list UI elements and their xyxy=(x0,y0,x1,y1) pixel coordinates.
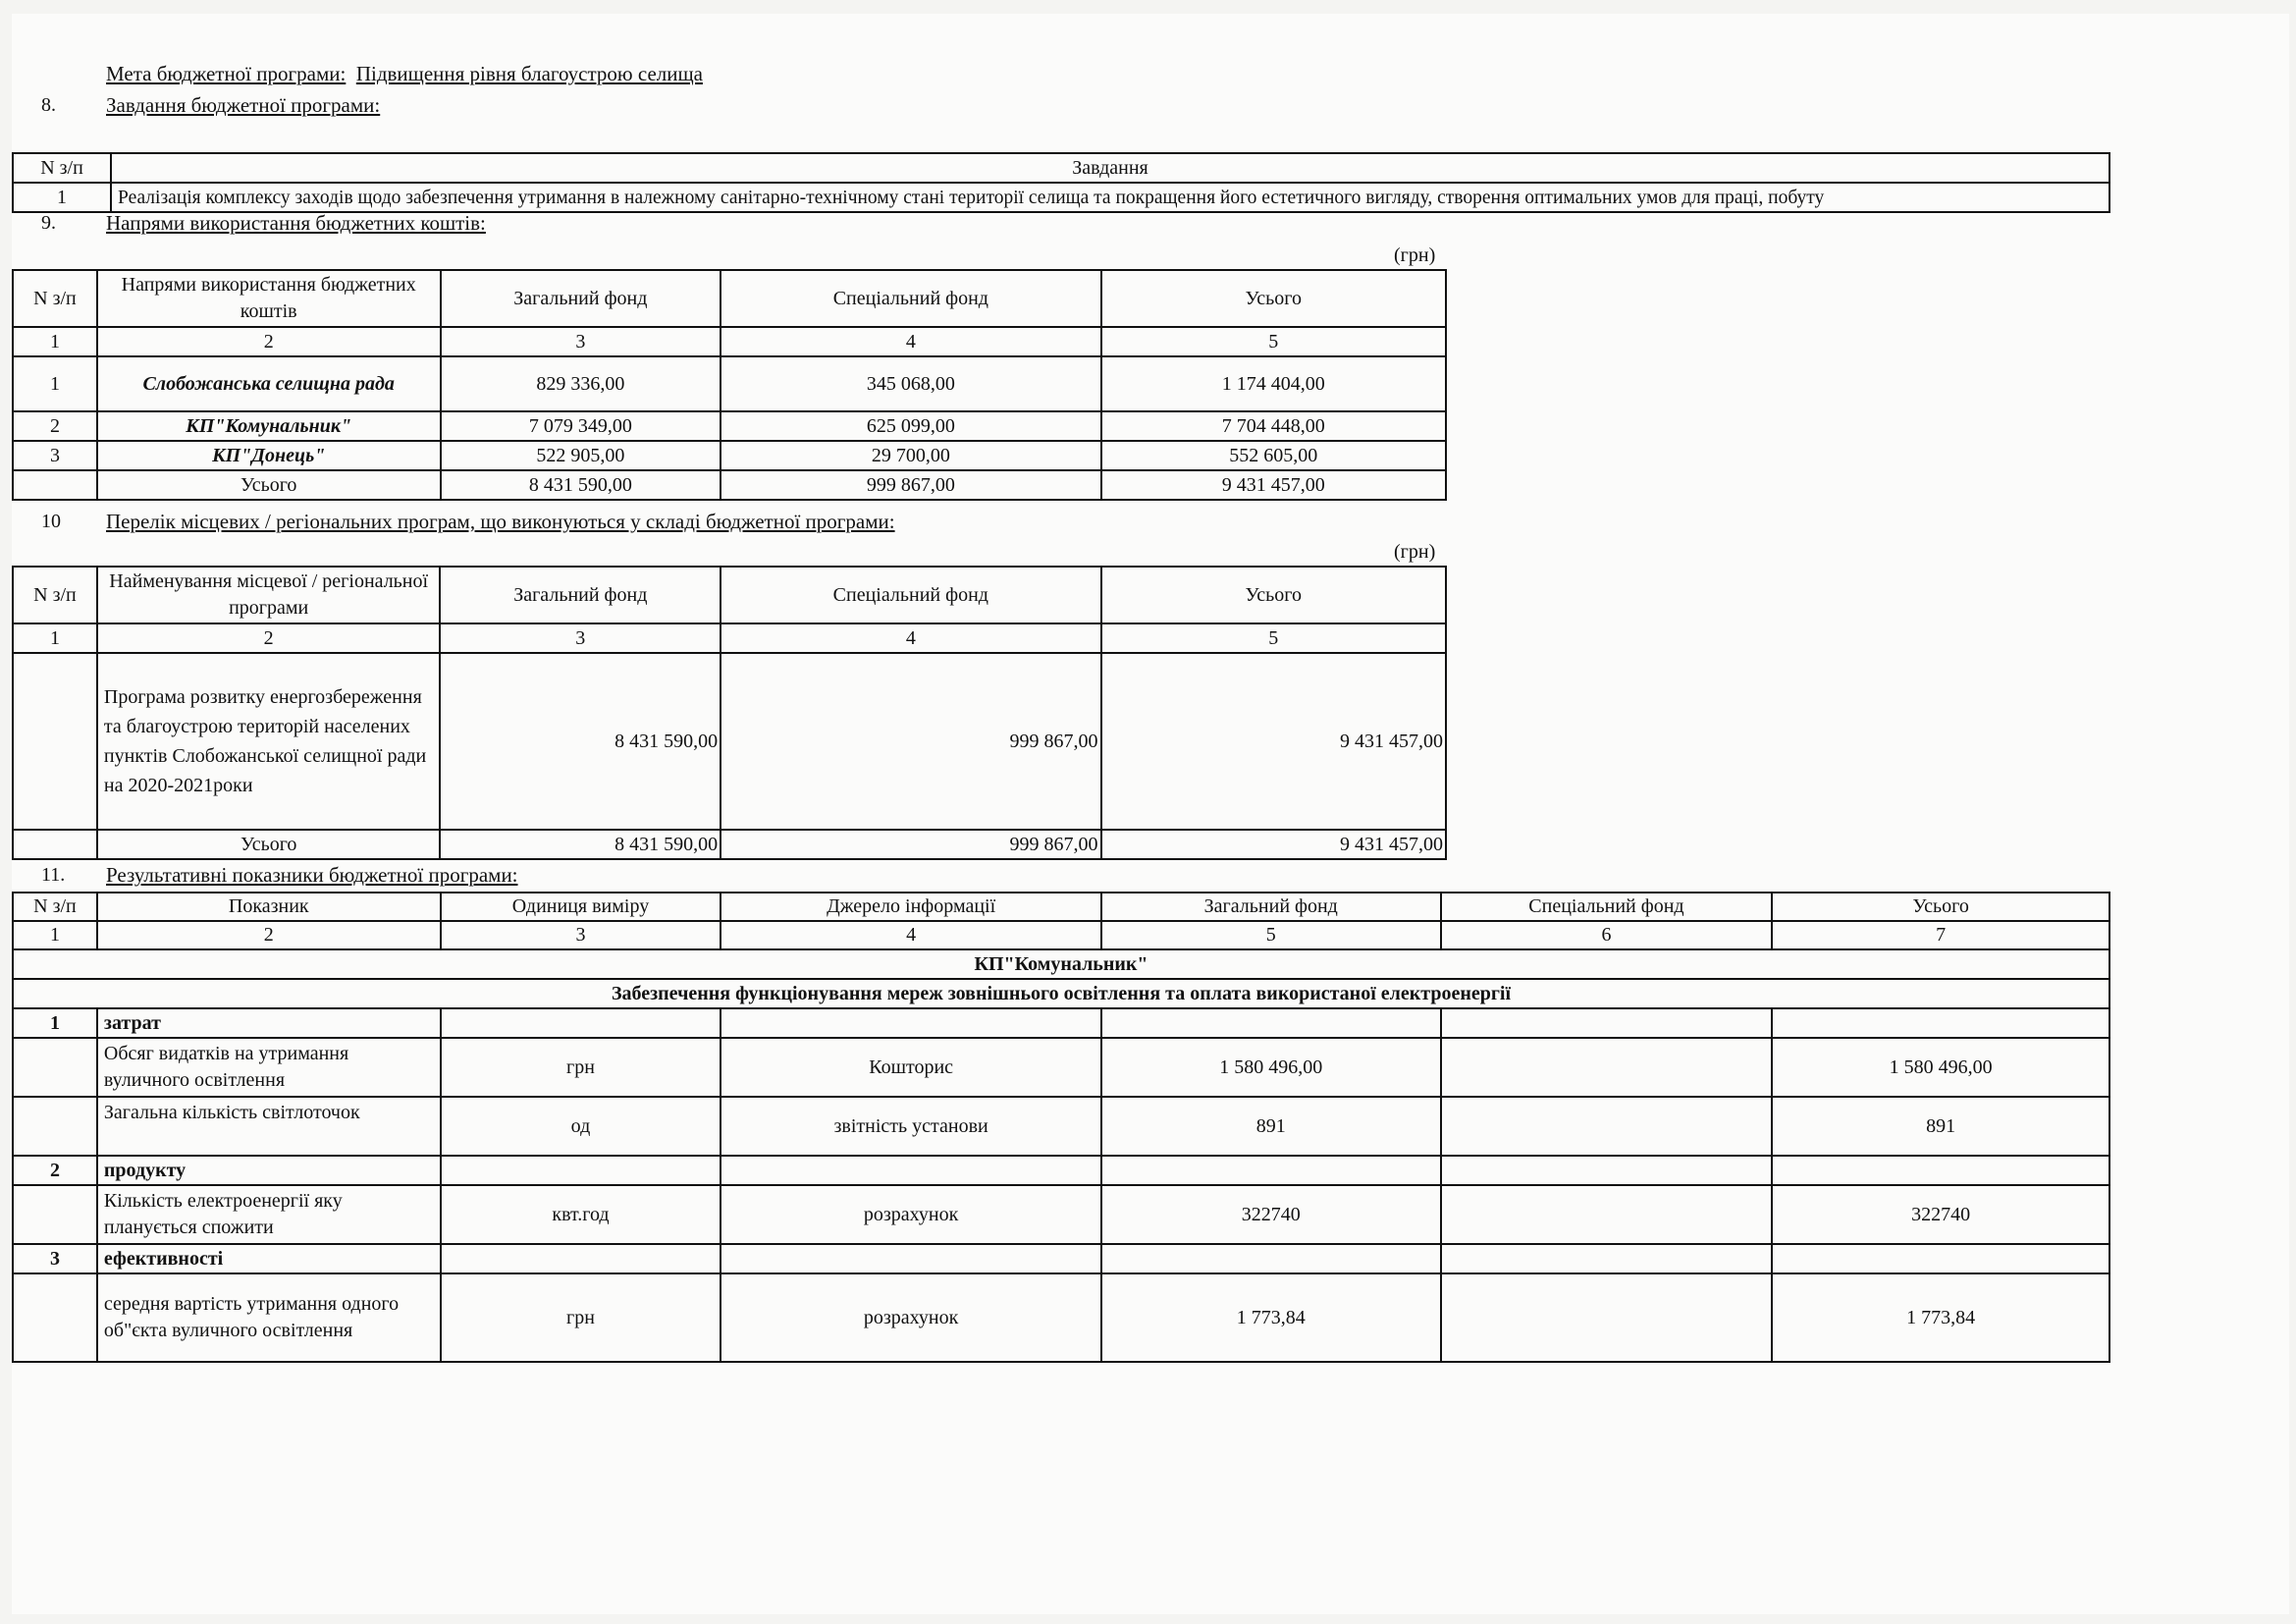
prog-header-total: Усього xyxy=(1101,567,1446,623)
prog-header-special: Спеціальний фонд xyxy=(721,567,1100,623)
dir-header-num: N з/п xyxy=(13,270,97,327)
table-row xyxy=(13,183,2109,212)
dir-total-general: 8 431 590,00 xyxy=(441,470,721,500)
ind-source: розрахунок xyxy=(721,1185,1101,1244)
ind-index: 3 xyxy=(441,921,721,949)
dir-row-num: 2 xyxy=(13,411,97,441)
section-8-title: Завдання бюджетної програми: xyxy=(106,93,381,117)
dir-total-total: 9 431 457,00 xyxy=(1101,470,1446,500)
ind-source: розрахунок xyxy=(721,1273,1101,1362)
ind-source: Кошторис xyxy=(721,1038,1101,1097)
tasks-header-num: N з/п xyxy=(13,153,111,183)
dir-row-general: 522 905,00 xyxy=(441,441,721,470)
goal-value: Підвищення рівня благоустрою селища xyxy=(355,62,703,85)
ind-general: 1 773,84 xyxy=(1101,1273,1441,1362)
ind-index: 1 xyxy=(13,921,97,949)
table-row xyxy=(13,1038,2109,1097)
ind-org-title: КП"Комунальник" xyxy=(13,949,2109,979)
prog-index: 1 xyxy=(13,623,97,653)
ind-header-special: Спеціальний фонд xyxy=(1441,893,1773,921)
prog-row-general: 8 431 590,00 xyxy=(440,653,721,830)
ind-name: Кількість електроенергії яку планується спожити xyxy=(97,1185,441,1244)
ind-total: 1 580 496,00 xyxy=(1772,1038,2109,1097)
task-num: 1 xyxy=(13,183,111,212)
dir-index: 4 xyxy=(721,327,1100,356)
ind-name: Обсяг видатків на утримання вуличного освітлення xyxy=(97,1038,441,1097)
ind-header-source: Джерело інформації xyxy=(721,893,1101,921)
prog-index: 3 xyxy=(440,623,721,653)
dir-header-general: Загальний фонд xyxy=(441,270,721,327)
dir-row-name: КП"Донець" xyxy=(97,441,441,470)
ind-general: 1 580 496,00 xyxy=(1101,1038,1441,1097)
ind-index: 2 xyxy=(97,921,441,949)
dir-header-direction: Напрями використання бюджетних коштів xyxy=(97,270,441,327)
dir-row-name: КП"Комунальник" xyxy=(97,411,441,441)
prog-row-special: 999 867,00 xyxy=(721,653,1100,830)
ind-unit: грн xyxy=(441,1273,721,1362)
ind-index: 7 xyxy=(1772,921,2109,949)
section-8-number: 8. xyxy=(41,94,56,116)
dir-row-general: 829 336,00 xyxy=(441,356,721,411)
group-num: 2 xyxy=(13,1156,97,1185)
tasks-table xyxy=(12,152,2110,213)
ind-header-general: Загальний фонд xyxy=(1101,893,1441,921)
group-row xyxy=(13,1156,2109,1185)
ind-general: 891 xyxy=(1101,1097,1441,1156)
dir-index: 3 xyxy=(441,327,721,356)
dir-row-num: 3 xyxy=(13,441,97,470)
section-11-title: Результативні показники бюджетної програми: xyxy=(106,863,518,887)
prog-total-general: 8 431 590,00 xyxy=(440,830,721,859)
ind-header-indicator: Показник xyxy=(97,893,441,921)
ind-special xyxy=(1441,1097,1773,1156)
programs-table xyxy=(12,566,1447,860)
ind-unit: од xyxy=(441,1097,721,1156)
table-row xyxy=(13,441,1446,470)
dir-index: 1 xyxy=(13,327,97,356)
dir-index: 2 xyxy=(97,327,441,356)
prog-index: 4 xyxy=(721,623,1100,653)
prog-header-general: Загальний фонд xyxy=(440,567,721,623)
table-row xyxy=(13,356,1446,411)
group-num: 1 xyxy=(13,1008,97,1038)
ind-index: 4 xyxy=(721,921,1101,949)
table-row xyxy=(13,653,1446,830)
dir-header-special: Спеціальний фонд xyxy=(721,270,1100,327)
group-name: затрат xyxy=(97,1008,441,1038)
unit-label: (грн) xyxy=(1394,541,1436,563)
dir-row-total: 1 174 404,00 xyxy=(1101,356,1446,411)
prog-header-name: Найменування місцевої / регіональної програми xyxy=(97,567,441,623)
section-11-number: 11. xyxy=(41,864,66,886)
section-10-number: 10 xyxy=(41,511,61,532)
ind-special xyxy=(1441,1273,1773,1362)
table-row xyxy=(13,1097,2109,1156)
ind-header-total: Усього xyxy=(1772,893,2109,921)
dir-row-total: 552 605,00 xyxy=(1101,441,1446,470)
table-row xyxy=(13,1273,2109,1362)
dir-row-num: 1 xyxy=(13,356,97,411)
prog-total-special: 999 867,00 xyxy=(721,830,1100,859)
dir-index: 5 xyxy=(1101,327,1446,356)
goal-line xyxy=(106,61,703,86)
prog-index: 5 xyxy=(1101,623,1446,653)
ind-name: Загальна кількість світлоточок xyxy=(97,1097,441,1156)
indicators-table xyxy=(12,892,2110,1363)
goal-label: Мета бюджетної програми: xyxy=(106,62,347,85)
ind-total: 891 xyxy=(1772,1097,2109,1156)
section-10-title: Перелік місцевих / регіональних програм, що виконуються у складі бюджетної програми: xyxy=(106,510,895,533)
ind-subtitle: Забезпечення функціонування мереж зовнішнього освітлення та оплата використаної електроенергії xyxy=(13,979,2109,1008)
dir-row-special: 29 700,00 xyxy=(721,441,1100,470)
dir-total-special: 999 867,00 xyxy=(721,470,1100,500)
dir-row-total: 7 704 448,00 xyxy=(1101,411,1446,441)
table-total-row xyxy=(13,470,1446,500)
prog-total-total: 9 431 457,00 xyxy=(1101,830,1446,859)
group-num: 3 xyxy=(13,1244,97,1273)
directions-table xyxy=(12,269,1447,501)
prog-index: 2 xyxy=(97,623,441,653)
ind-special xyxy=(1441,1038,1773,1097)
group-name: ефективності xyxy=(97,1244,441,1273)
dir-row-name: Слобожанська селищна рада xyxy=(97,356,441,411)
ind-index: 5 xyxy=(1101,921,1441,949)
ind-general: 322740 xyxy=(1101,1185,1441,1244)
ind-total: 1 773,84 xyxy=(1772,1273,2109,1362)
dir-row-special: 345 068,00 xyxy=(721,356,1100,411)
ind-unit: квт.год xyxy=(441,1185,721,1244)
tasks-header-task: Завдання xyxy=(111,153,2109,183)
ind-special xyxy=(1441,1185,1773,1244)
section-9-title: Напрями використання бюджетних коштів: xyxy=(106,211,486,235)
ind-index: 6 xyxy=(1441,921,1773,949)
unit-label: (грн) xyxy=(1394,244,1436,266)
ind-total: 322740 xyxy=(1772,1185,2109,1244)
task-text: Реалізація комплексу заходів щодо забезпечення утримання в належному санітарно-технічному стані території селища та покращення його естетичного вигляду, створення оптимальних умов для праці, побуту xyxy=(111,183,2109,212)
ind-header-unit: Одиниця виміру xyxy=(441,893,721,921)
dir-total-label: Усього xyxy=(97,470,441,500)
prog-header-num: N з/п xyxy=(13,567,97,623)
prog-row-name: Програма розвитку енергозбереження та благоустрою територій населених пунктів Слобожанської селищної ради на 2020-2021роки xyxy=(97,653,441,830)
table-row xyxy=(13,411,1446,441)
table-row xyxy=(13,1185,2109,1244)
ind-name: середня вартість утримання одного об"єкта вуличного освітлення xyxy=(97,1273,441,1362)
dir-row-general: 7 079 349,00 xyxy=(441,411,721,441)
group-row xyxy=(13,1244,2109,1273)
ind-header-num: N з/п xyxy=(13,893,97,921)
prog-total-label: Усього xyxy=(97,830,441,859)
ind-source: звітність установи xyxy=(721,1097,1101,1156)
table-total-row xyxy=(13,830,1446,859)
group-name: продукту xyxy=(97,1156,441,1185)
group-row xyxy=(13,1008,2109,1038)
prog-row-num xyxy=(13,653,97,830)
prog-row-total: 9 431 457,00 xyxy=(1101,653,1446,830)
dir-header-total: Усього xyxy=(1101,270,1446,327)
ind-unit: грн xyxy=(441,1038,721,1097)
dir-row-special: 625 099,00 xyxy=(721,411,1100,441)
section-9-number: 9. xyxy=(41,212,56,234)
